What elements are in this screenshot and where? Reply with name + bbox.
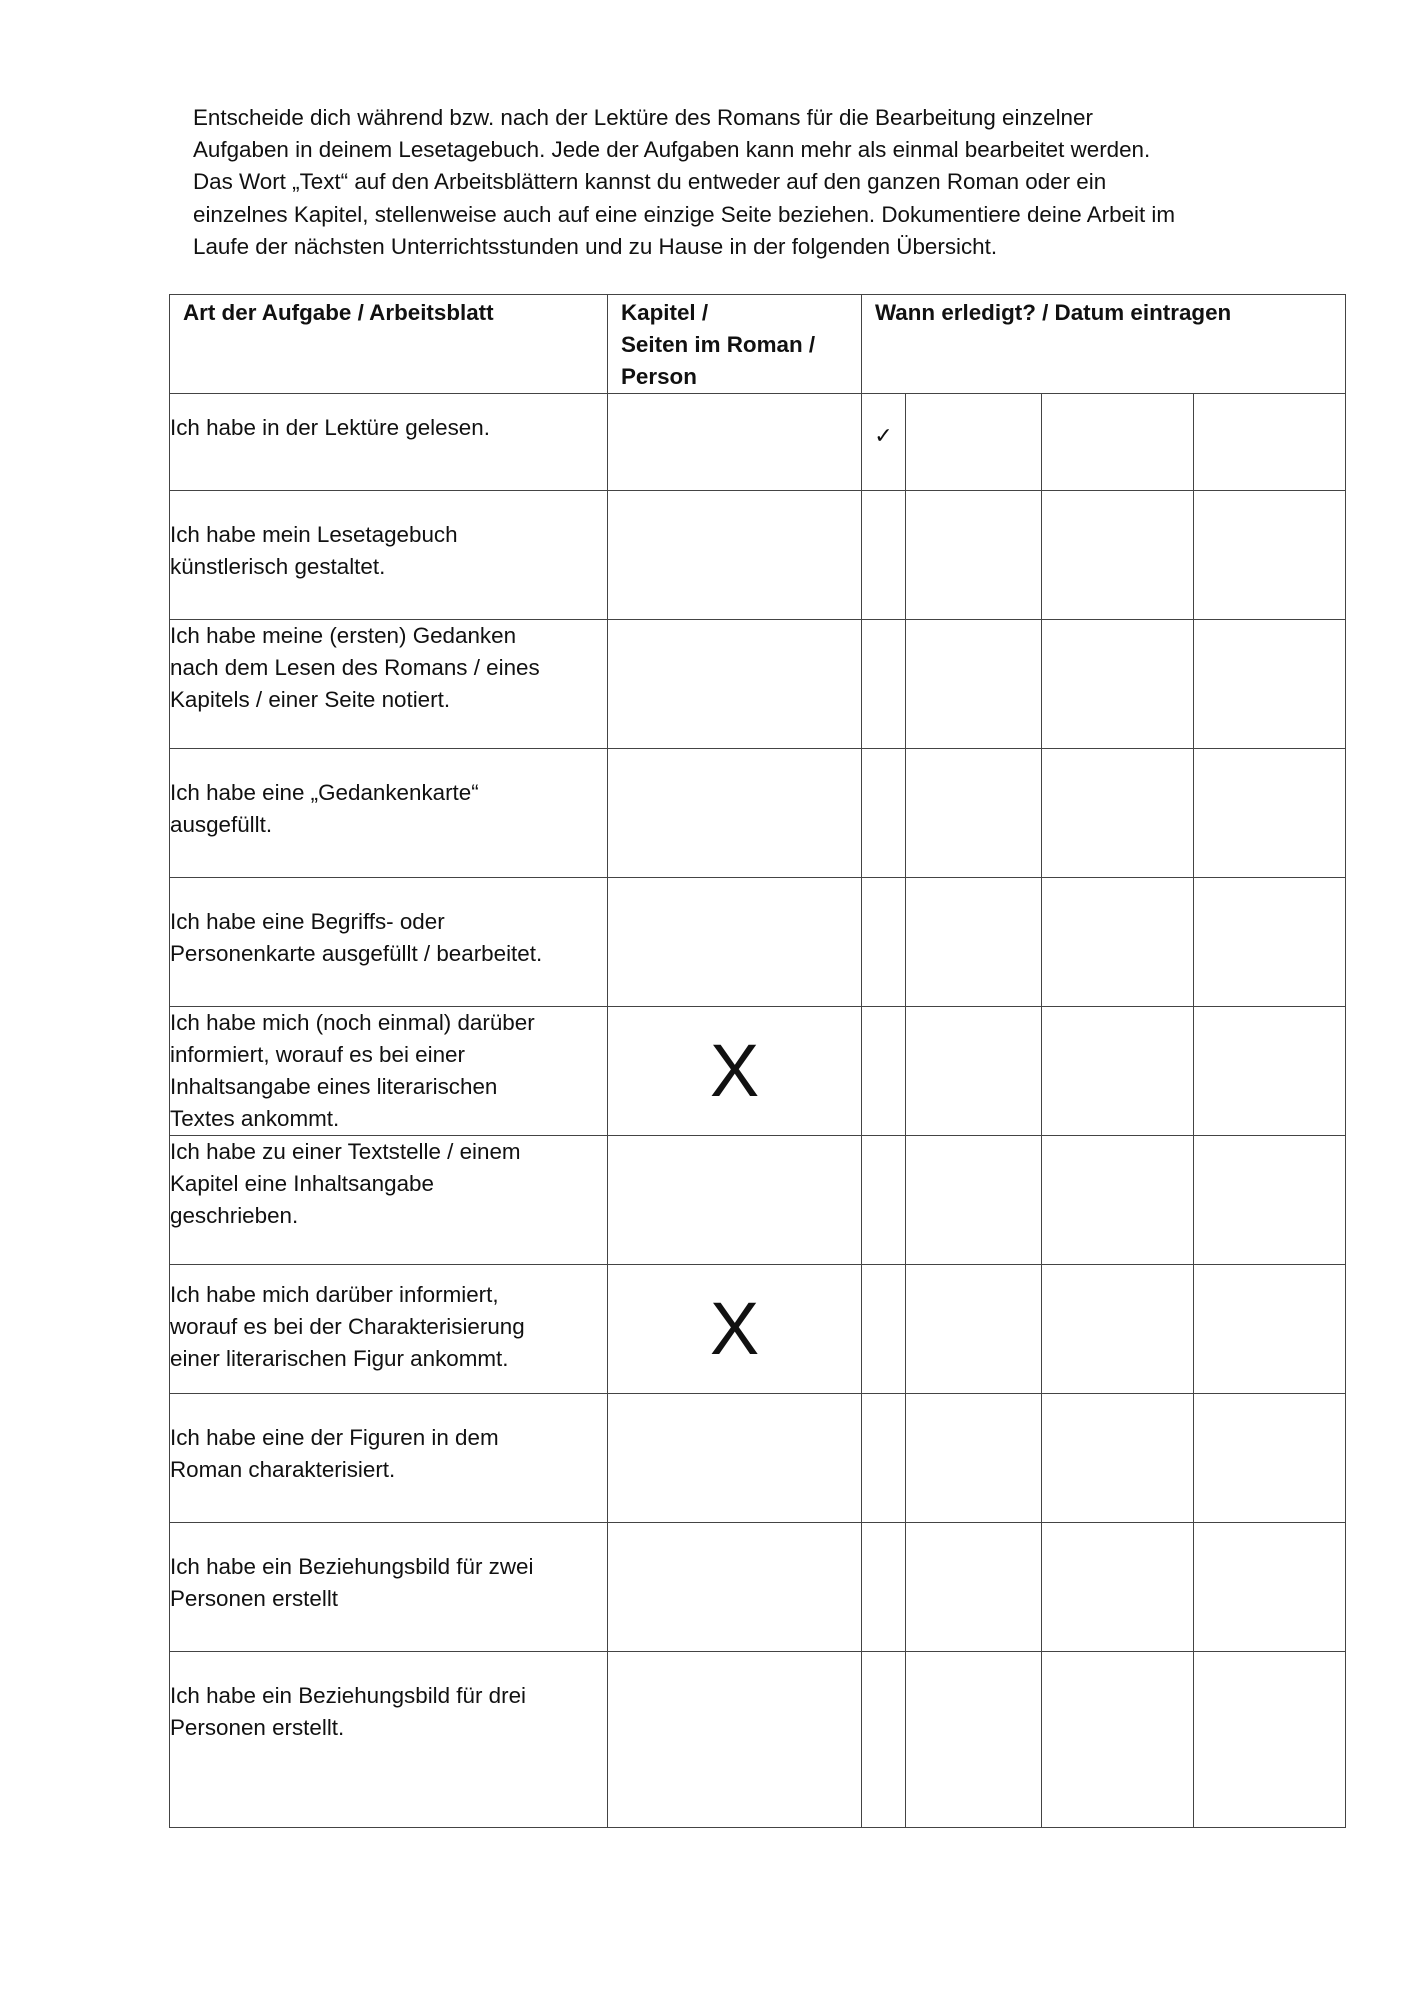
task-text-line: geschrieben. bbox=[170, 1203, 299, 1228]
chapter-cell[interactable] bbox=[608, 1394, 862, 1523]
task-text-line: Personenkarte ausgefüllt / bearbeitet. bbox=[170, 941, 543, 966]
chapter-cell[interactable] bbox=[608, 1136, 862, 1265]
task-text-line: Textes ankommt. bbox=[170, 1106, 340, 1131]
table-row bbox=[170, 1652, 1346, 1828]
task-cell bbox=[170, 878, 608, 1007]
chapter-mark: X bbox=[709, 1287, 760, 1370]
table-row bbox=[170, 1523, 1346, 1652]
task-text-line: Inhaltsangabe eines literarischen bbox=[170, 1074, 498, 1099]
task-text-line: Ich habe in der Lektüre gelesen. bbox=[170, 415, 490, 440]
task-cell bbox=[170, 394, 608, 491]
table-row bbox=[170, 1265, 1346, 1394]
table-row bbox=[170, 1136, 1346, 1265]
task-text-line: informiert, worauf es bei einer bbox=[170, 1042, 465, 1067]
table-row bbox=[170, 394, 1346, 491]
table-row bbox=[170, 620, 1346, 749]
task-text-line: Ich habe eine „Gedankenkarte“ bbox=[170, 780, 479, 805]
header-done bbox=[862, 295, 1346, 394]
check-mark bbox=[862, 620, 905, 646]
reading-log-table bbox=[169, 294, 1346, 1828]
task-text-line: Ich habe ein Beziehungsbild für zwei bbox=[170, 1554, 534, 1579]
date-cell[interactable] bbox=[862, 878, 906, 1007]
chapter-mark bbox=[608, 620, 861, 748]
task-text-line: worauf es bei der Charakterisierung bbox=[170, 1314, 525, 1339]
date-cell[interactable] bbox=[1194, 1394, 1346, 1523]
date-cell[interactable] bbox=[862, 1265, 906, 1394]
header-task bbox=[170, 295, 608, 394]
check-mark bbox=[862, 1265, 905, 1291]
chapter-mark bbox=[608, 1394, 861, 1522]
date-cell[interactable] bbox=[1194, 878, 1346, 1007]
task-cell bbox=[170, 1265, 608, 1394]
date-cell[interactable] bbox=[906, 749, 1042, 878]
task-cell bbox=[170, 1394, 608, 1523]
date-cell[interactable] bbox=[906, 1523, 1042, 1652]
intro-line: Das Wort „Text“ auf den Arbeitsblättern kannst du entweder auf den ganzen Roman oder ein bbox=[193, 169, 1107, 195]
check-mark bbox=[862, 749, 905, 775]
task-text-line: Ich habe eine Begriffs- oder bbox=[170, 909, 445, 934]
date-cell[interactable] bbox=[862, 1394, 906, 1523]
chapter-cell[interactable] bbox=[608, 491, 862, 620]
intro-line: Laufe der nächsten Unterrichtsstunden und zu Hause in der folgenden Übersicht. bbox=[193, 233, 998, 259]
date-cell[interactable] bbox=[1194, 620, 1346, 749]
chapter-cell[interactable] bbox=[608, 1007, 862, 1136]
chapter-mark bbox=[608, 1136, 861, 1264]
task-text-line: künstlerisch gestaltet. bbox=[170, 554, 386, 579]
task-cell bbox=[170, 491, 608, 620]
date-cell[interactable] bbox=[1194, 1652, 1346, 1828]
date-cell[interactable] bbox=[906, 620, 1042, 749]
date-cell[interactable] bbox=[1042, 1652, 1194, 1828]
chapter-mark bbox=[608, 1652, 861, 1827]
date-cell[interactable] bbox=[862, 394, 906, 491]
date-cell[interactable] bbox=[1194, 1265, 1346, 1394]
intro-line: Aufgaben in deinem Lesetagebuch. Jede der Aufgaben kann mehr als einmal bearbeitet werden. bbox=[193, 137, 1151, 163]
intro-line: Entscheide dich während bzw. nach der Lektüre des Romans für die Bearbeitung einzelner bbox=[193, 105, 1093, 130]
chapter-cell[interactable] bbox=[608, 749, 862, 878]
date-cell[interactable] bbox=[862, 749, 906, 878]
task-cell bbox=[170, 1007, 608, 1136]
date-cell[interactable] bbox=[1194, 1523, 1346, 1652]
table-row bbox=[170, 749, 1346, 878]
task-text-line: nach dem Lesen des Romans / eines bbox=[170, 655, 540, 680]
date-cell[interactable] bbox=[906, 491, 1042, 620]
date-cell[interactable] bbox=[906, 394, 1042, 491]
task-text-line: Roman charakterisiert. bbox=[170, 1457, 396, 1482]
chapter-mark: X bbox=[709, 1029, 760, 1112]
date-cell[interactable] bbox=[1042, 1007, 1194, 1136]
chapter-cell[interactable] bbox=[608, 1265, 862, 1394]
check-mark bbox=[862, 491, 905, 517]
date-cell[interactable] bbox=[1194, 1136, 1346, 1265]
date-cell[interactable] bbox=[862, 491, 906, 620]
chapter-cell[interactable] bbox=[608, 1523, 862, 1652]
date-cell[interactable] bbox=[1194, 1007, 1346, 1136]
date-cell[interactable] bbox=[862, 1136, 906, 1265]
task-text-line: Personen erstellt bbox=[170, 1586, 339, 1611]
header-chapter-line: Kapitel / bbox=[621, 300, 709, 325]
table-row bbox=[170, 1394, 1346, 1523]
header-chapter-line: Seiten im Roman / bbox=[621, 332, 816, 357]
check-mark bbox=[862, 1394, 905, 1420]
chapter-cell[interactable] bbox=[608, 394, 862, 491]
table-row bbox=[170, 1007, 1346, 1136]
task-text-line: einer literarischen Figur ankommt. bbox=[170, 1346, 509, 1371]
chapter-mark bbox=[608, 1523, 861, 1651]
date-cell[interactable] bbox=[1042, 394, 1194, 491]
date-cell[interactable] bbox=[906, 1265, 1042, 1394]
date-cell[interactable] bbox=[906, 1394, 1042, 1523]
task-cell bbox=[170, 1523, 608, 1652]
date-cell[interactable] bbox=[1042, 620, 1194, 749]
chapter-mark bbox=[608, 878, 861, 1006]
task-text-line: ausgefüllt. bbox=[170, 812, 273, 837]
task-text-line: Ich habe ein Beziehungsbild für drei bbox=[170, 1683, 526, 1708]
date-cell[interactable] bbox=[906, 878, 1042, 1007]
chapter-cell[interactable] bbox=[608, 878, 862, 1007]
table-row bbox=[170, 491, 1346, 620]
task-text-line: Ich habe eine der Figuren in dem bbox=[170, 1425, 499, 1450]
date-cell[interactable] bbox=[1042, 749, 1194, 878]
date-cell[interactable] bbox=[1042, 1265, 1194, 1394]
check-mark: ✓ bbox=[874, 423, 893, 448]
check-mark bbox=[862, 1652, 905, 1678]
date-cell[interactable] bbox=[906, 1007, 1042, 1136]
task-cell bbox=[170, 1136, 608, 1265]
task-text-line: Ich habe meine (ersten) Gedanken bbox=[170, 623, 517, 648]
header-chapter bbox=[608, 295, 862, 394]
task-cell bbox=[170, 1652, 608, 1828]
date-cell[interactable] bbox=[1042, 1394, 1194, 1523]
date-cell[interactable] bbox=[862, 1523, 906, 1652]
task-text-line: Personen erstellt. bbox=[170, 1715, 345, 1740]
date-cell[interactable] bbox=[1042, 1523, 1194, 1652]
date-cell[interactable] bbox=[1194, 749, 1346, 878]
header-done-label: Wann erledigt? / Datum eintragen bbox=[875, 300, 1232, 325]
date-cell[interactable] bbox=[862, 620, 906, 749]
table-row bbox=[170, 878, 1346, 1007]
chapter-mark bbox=[608, 491, 861, 619]
task-text-line: Ich habe mein Lesetagebuch bbox=[170, 522, 458, 547]
chapter-mark bbox=[608, 749, 861, 877]
check-mark bbox=[862, 1523, 905, 1549]
task-text-line: Kapitel eine Inhaltsangabe bbox=[170, 1171, 434, 1196]
intro-text bbox=[193, 102, 1273, 263]
task-cell bbox=[170, 749, 608, 878]
date-cell[interactable] bbox=[1042, 1136, 1194, 1265]
chapter-mark bbox=[608, 394, 861, 490]
task-text-line: Ich habe mich darüber informiert, bbox=[170, 1282, 499, 1307]
date-cell[interactable] bbox=[862, 1007, 906, 1136]
check-mark bbox=[862, 1136, 905, 1162]
task-cell bbox=[170, 620, 608, 749]
date-cell[interactable] bbox=[906, 1652, 1042, 1828]
intro-line: einzelnes Kapitel, stellenweise auch auf eine einzige Seite beziehen. Dokumentiere deine Arbeit im bbox=[193, 201, 1176, 227]
check-mark bbox=[862, 1007, 905, 1033]
task-text-line: Kapitels / einer Seite notiert. bbox=[170, 687, 451, 712]
date-cell[interactable] bbox=[1194, 491, 1346, 620]
date-cell[interactable] bbox=[906, 1136, 1042, 1265]
task-text-line: Ich habe mich (noch einmal) darüber bbox=[170, 1010, 535, 1035]
date-cell[interactable] bbox=[1042, 491, 1194, 620]
chapter-cell[interactable] bbox=[608, 1652, 862, 1828]
date-cell[interactable] bbox=[862, 1652, 906, 1828]
chapter-cell[interactable] bbox=[608, 620, 862, 749]
table-header-row bbox=[170, 295, 1346, 394]
check-mark bbox=[862, 878, 905, 904]
date-cell[interactable] bbox=[1042, 878, 1194, 1007]
header-task-label: Art der Aufgabe / Arbeitsblatt bbox=[183, 300, 494, 325]
header-chapter-line: Person bbox=[621, 364, 697, 389]
task-text-line: Ich habe zu einer Textstelle / einem bbox=[170, 1139, 521, 1164]
date-cell[interactable] bbox=[1194, 394, 1346, 491]
